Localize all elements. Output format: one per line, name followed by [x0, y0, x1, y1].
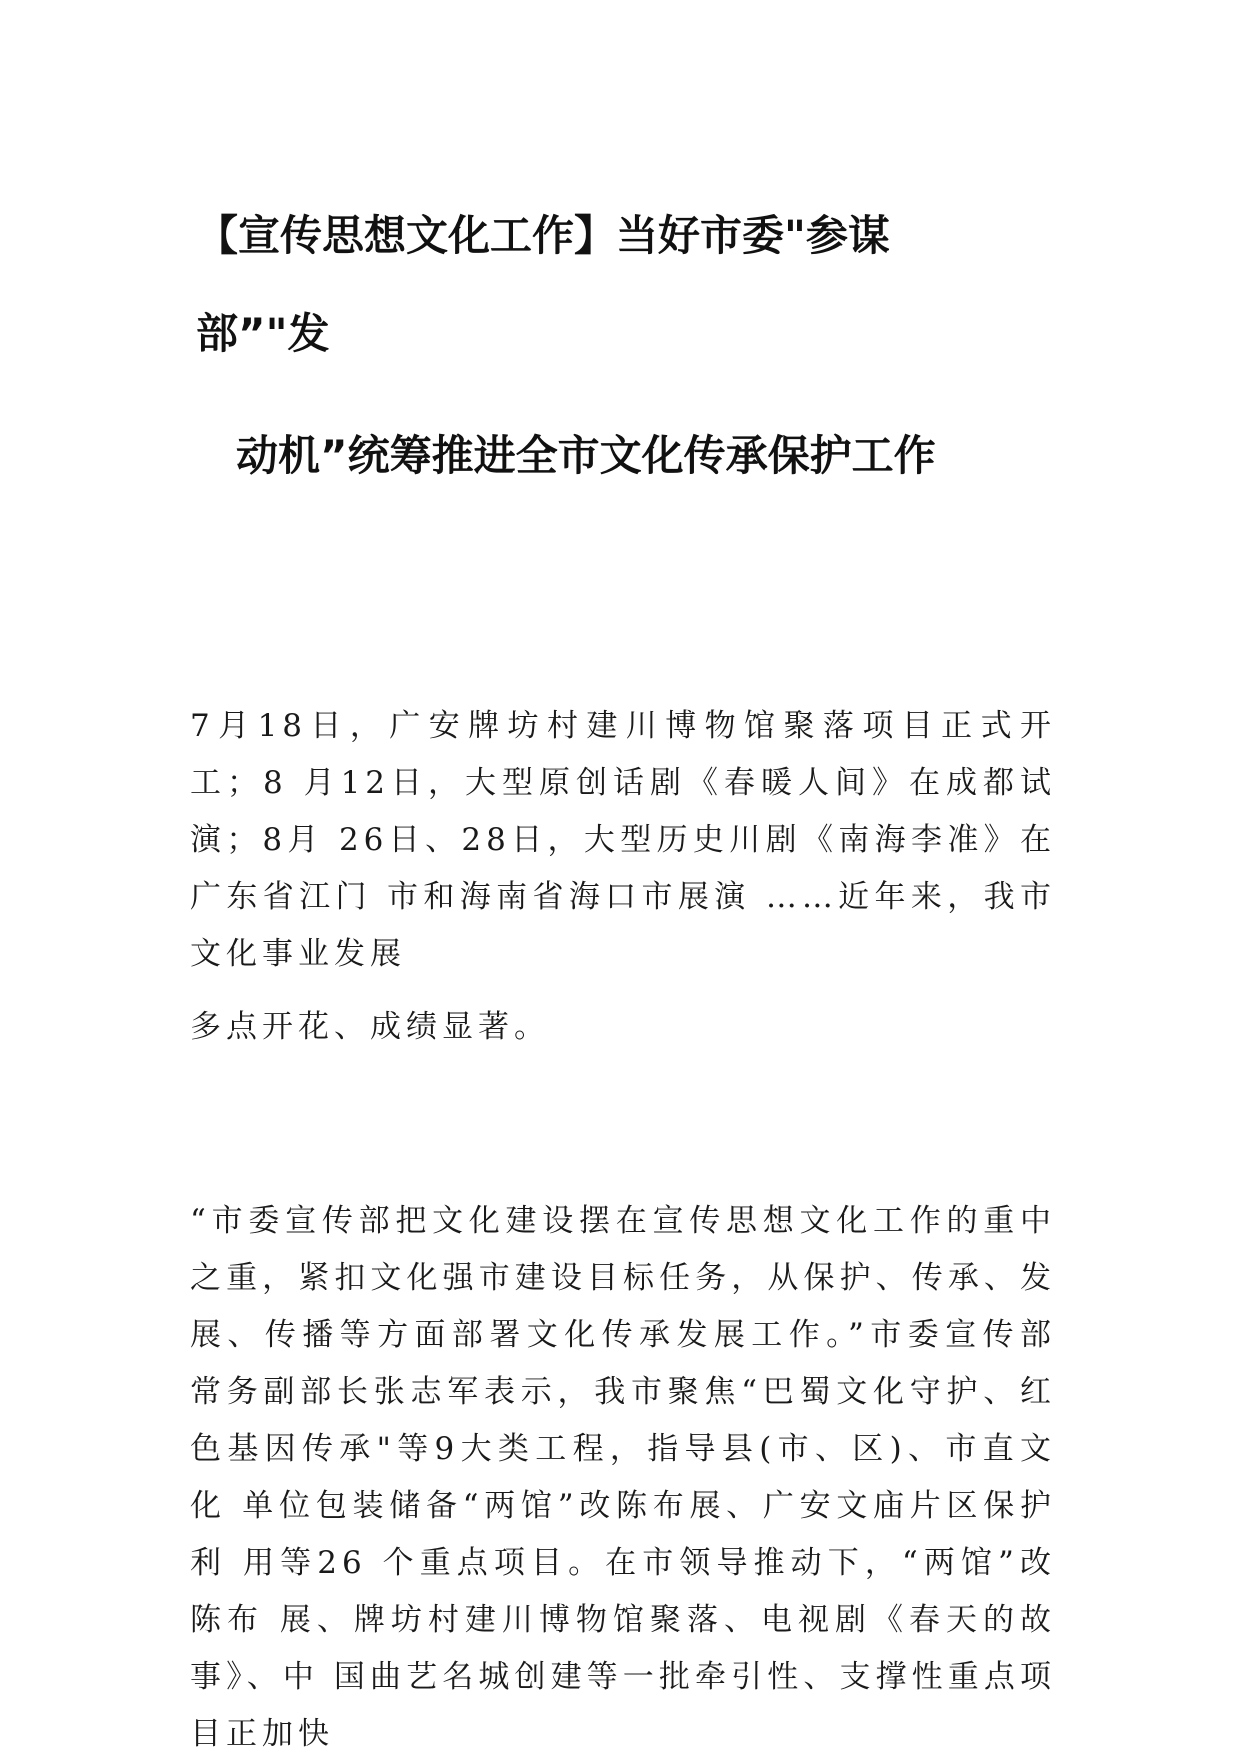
document-title-line-3: 动机”统筹推进全市文化传承保护工作	[236, 431, 936, 480]
document-title-line-1: 【宣传思想文化工作】当好市委"参谋	[196, 211, 890, 260]
document-title-line-2: 部”"发	[196, 309, 330, 358]
body-paragraph-1: 7月18日，广安牌坊村建川博物馆聚落项目正式开工；8 月12日，大型原创话剧《春暖人间》在成都试演；8月 26日、28日，大型历史川剧《南海李准》在广东省江门 市和海南省海口市展演 ……近年来，我市文化事业发展	[190, 708, 1056, 972]
body-paragraph-3: “市委宣传部把文化建设摆在宣传思想文化工作的重中之重，紧扣文化强市建设目标任务，从保护、传承、发展、传播等方面部署文化传承发展工作。”市委宣传部常务副部长张志军表示，我市聚焦“巴蜀文化守护、红色基因传承"等9大类工程，指导县(市、区)、市直文化 单位包装储备“两馆”改陈布展、广安文庙片区保护利 用等26 个重点项目。在市领导推动下，“两馆”改陈布 展、牌坊村建川博物馆聚落、电视剧《春天的故事》、中 国曲艺名城创建等一批牵引性、支撑性重点项目正加快	[190, 1203, 1056, 1752]
body-paragraph-2: 多点开花、成绩显著。	[190, 1009, 550, 1045]
